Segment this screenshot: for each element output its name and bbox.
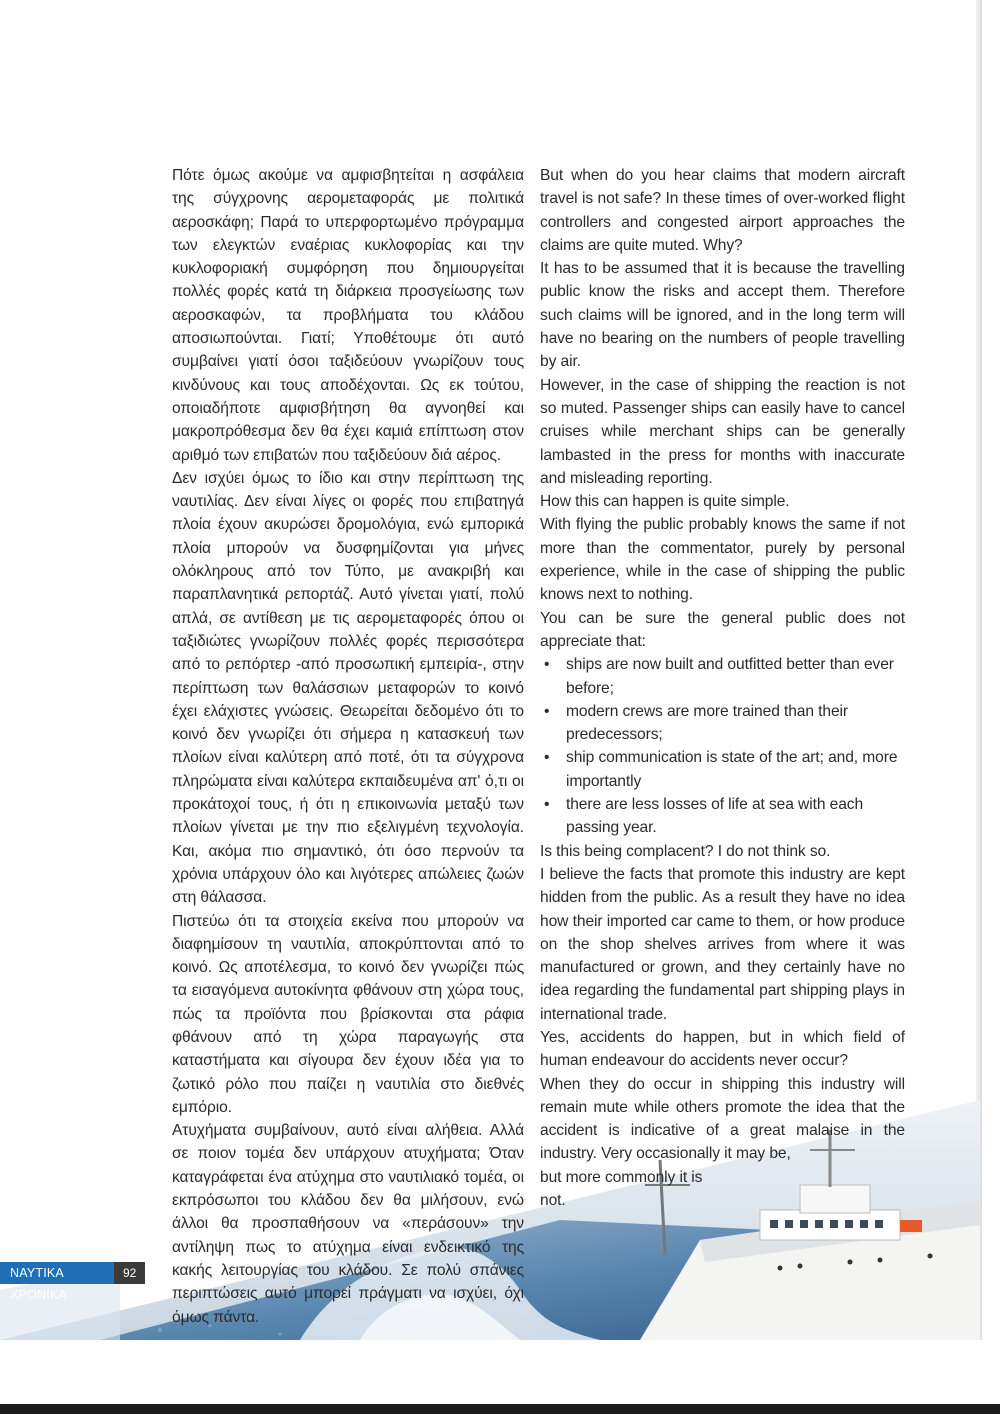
english-paragraph: Yes, accidents do happen, but in which field of human endeavour do accidents never occur?	[540, 1028, 905, 1070]
page-footer	[0, 1262, 145, 1302]
english-paragraph: With flying the public probably knows the same if not more than the commentator, purely by personal experience, while in the case of shipping the public knows next to nothing.	[540, 516, 905, 604]
english-text-column	[540, 164, 905, 1212]
english-paragraph: but more commonly it is	[540, 1168, 703, 1186]
bullet-item: • modern crews are more trained than their predecessors;	[540, 700, 905, 747]
english-paragraph: How this can happen is quite simple.	[540, 493, 790, 511]
english-paragraph: But when do you hear claims that modern aircraft travel is not safe? In these times of over-worked flight controllers and congested airport approaches the claims are quite muted. Why?	[540, 167, 905, 254]
bottom-rule	[0, 1404, 1000, 1414]
english-paragraph: However, in the case of shipping the reaction is not so muted. Passenger ships can easily have to cancel cruises while merchant ships can be generally lambasted in the press for months with inaccurate and misleading reporting.	[540, 376, 905, 487]
english-paragraph: You can be sure the general public does not appreciate that:	[540, 609, 905, 650]
greek-text-column	[172, 164, 524, 1329]
page-number: 92	[114, 1262, 145, 1284]
greek-paragraph: Ατυχήματα συμβαίνουν, αυτό είναι αλήθεια. Αλλά σε ποιον τομέα δεν υπάρχουν ατυχήματα; Όταν καταγράφεται ένα ατύχημα στο ναυτιλιακό τομέα, οι εκπρόσωποι του κλάδου δεν θα μιλήσουν, ενώ άλλοι θα προσπαθήσουν να «περάσουν» την αντίληψη πως το ατύχημα είναι ενδεικτικό της κακής λειτουργίας του κλάδου. Σε πολύ σπάνιες περιπτώσεις αυτό μπορεί πράγματι να ισχύει, όχι όμως πάντα.	[172, 1122, 524, 1326]
english-paragraph: not.	[540, 1192, 566, 1210]
magazine-name: ΝΑΥΤΙΚΑ ΧΡΟΝΙΚΑ	[0, 1262, 114, 1284]
bullet-item: • ships are now built and outfitted better than ever before;	[540, 653, 905, 700]
bullet-list	[540, 653, 905, 839]
english-paragraph: Is this being complacent? I do not think so.	[540, 842, 831, 860]
greek-paragraph: Πιστεύω ότι τα στοιχεία εκείνα που μπορούν να διαφημίσουν τη ναυτιλία, αποκρύπτονται από το κοινό. Ως αποτέλεσμα, το κοινό δεν γνωρίζει πώς τα εισαγόμενα αυτοκίνητα φθάνουν στη χώρα τους, πώς τα προϊόντα που βρίσκονται στα ράφια φθάνουν από τη χώρα παραγωγής στα καταστήματα και σίγουρα δεν έχουν ιδέα για το ζωτικό ρόλο που παίζει η ναυτιλία στο διεθνές εμπόριο.	[172, 912, 524, 1116]
bullet-item: • there are less losses of life at sea with each passing year.	[540, 793, 905, 840]
english-paragraph: When they do occur in shipping this industry will remain mute while others promote the idea that the accident is indicative of a great malaise in the industry. Very occasionally it may be,	[540, 1075, 905, 1163]
english-paragraph: It has to be assumed that it is because the travelling public know the risks and accept them. Therefore such claims will be ignored, and in the long term will have no bearing on the numbers of people travelling by air.	[540, 260, 905, 371]
greek-paragraph: Πότε όμως ακούμε να αμφισβητείται η ασφάλεια της σύγχρονης αερομεταφοράς με πολιτικά αεροσκάφη; Παρά το υπερφορτωμένο πρόγραμμα των ελεγκτών εναέριας κυκλοφορίας και την κυκλοφοριακή συμφόρηση που δημιουργείται πολλές φορές κατά τη διάρκεια προσγείωσης των αεροσκαφών, τα προβλήματα του κλάδου αποσιωπούνται. Γιατί; Υποθέτουμε ότι αυτό συμβαίνει γιατί όσοι ταξιδεύουν γνωρίζουν τους κινδύνους και τους αποδέχονται. Ως εκ τούτου, οποιαδήποτε αμφισβήτηση θα αγνοηθεί και μακροπρόθεσμα δεν θα έχει καμιά επίπτωση στον αριθμό των επιβατών που ταξιδεύουν διά αέρος.	[172, 167, 524, 464]
english-paragraph: I believe the facts that promote this industry are kept hidden from the public. As a result they have no idea how their imported car came to them, or how produce on the shop shelves arrives from where it was manufactured or grown, and they certainly have no idea regarding the fundamental part shipping plays in international trade.	[540, 865, 905, 1023]
bullet-item: • ship communication is state of the art; and, more importantly	[540, 746, 905, 793]
greek-paragraph: Δεν ισχύει όμως το ίδιο και στην περίπτωση της ναυτιλίας. Δεν είναι λίγες οι φορές που επιβατηγά πλοία έχουν ακυρώσει δρομολόγια, ενώ εμπορικά πλοία μπορούν να δυσφημίζονται για μήνες ολόκληρους από τον Τύπο, με ανακριβή και παραπλανητικά ρεπορτάζ. Αυτό γίνεται γιατί, πολύ απλά, σε αντίθεση με τις αερομεταφορές όπου οι ταξιδιώτες γνωρίζουν πολλές φορές περισσότερα από το ρεπόρτερ -από προσωπική εμπειρία-, στην περίπτωση των θαλάσσιων μεταφορών το κοινό έχει ελάχιστες γνώσεις. Θεωρείται δεδομένο ότι το κοινό δεν γνωρίζει ότι σήμερα η κατασκευή των πλοίων είναι καλύτερη από ποτέ, ότι τα σύγχρονα πληρώματα είναι καλύτερα εκπαιδευμένα απ' ό,τι οι προκάτοχοί τους, ή ότι η επικοινωνία μεταξύ των πλοίων γίνεται με την πιο εξελιγμένη τεχνολογία. Και, ακόμα πιο σημαντικό, ότι όσο περνούν τα χρόνια υπάρχουν όλο και λιγότερες απώλειες ζωών στη θάλασσα.	[172, 469, 524, 907]
